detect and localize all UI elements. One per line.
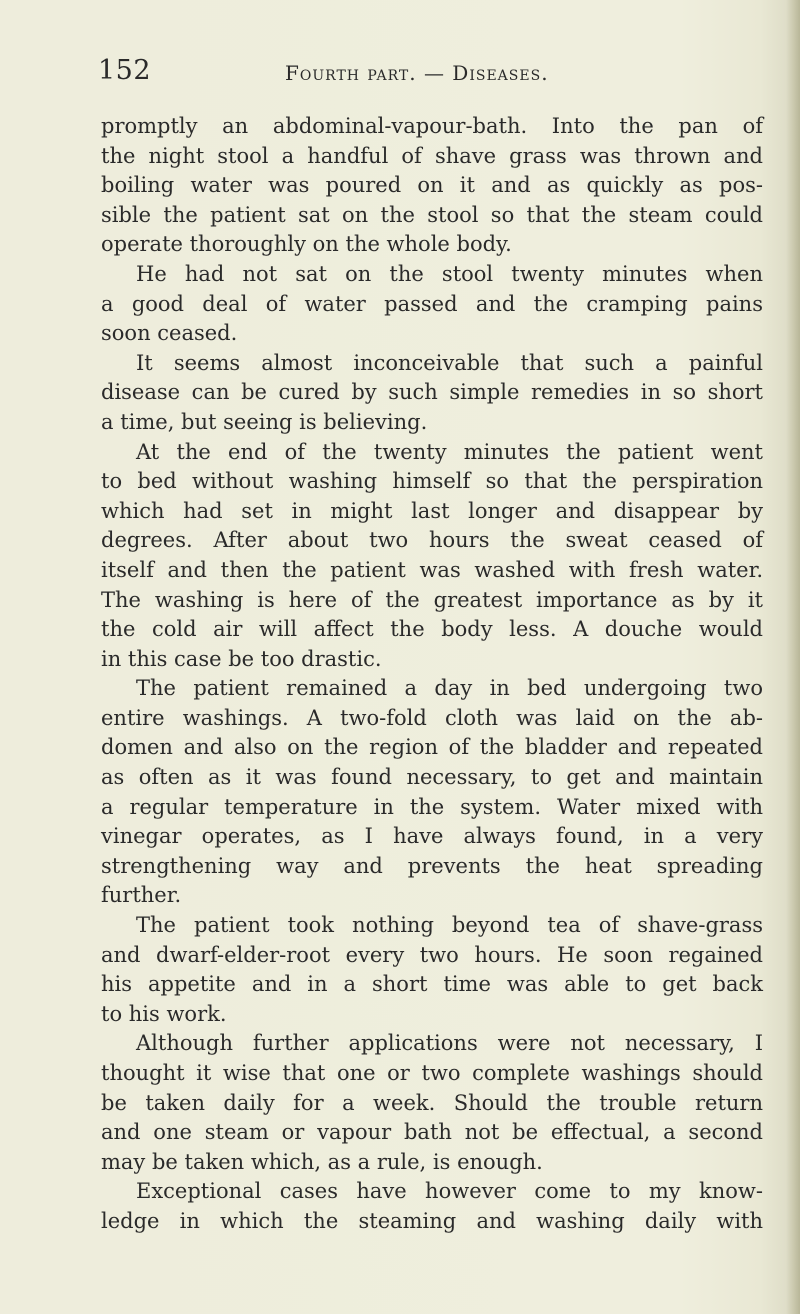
text-line: degrees. After about two hours the sweat ceased of — [101, 528, 763, 553]
text-line: the night stool a handful of shave grass was thrown and — [101, 143, 763, 168]
paragraph — [101, 260, 763, 349]
text-line: as often as it was found necessary, to get and maintain — [101, 765, 763, 790]
text-line: It seems almost inconceivable that such a painful — [136, 350, 763, 375]
body-text — [101, 112, 763, 1237]
text-line: a time, but seeing is believing. — [101, 409, 428, 434]
text-line: his appetite and in a short time was able to get back — [101, 972, 763, 997]
text-line: operate thoroughly on the whole body. — [101, 232, 512, 257]
text-line: be taken daily for a week. Should the trouble return — [101, 1090, 763, 1115]
text-line: boiling water was poured on it and as quickly as pos- — [101, 173, 763, 198]
text-line: to bed without washing himself so that the perspiration — [101, 469, 763, 494]
text-line: vinegar operates, as I have always found, in a very — [101, 824, 763, 849]
text-line: The patient remained a day in bed undergoing two — [136, 676, 763, 701]
page-edge-shadow — [786, 0, 800, 1314]
text-line: entire washings. A two-fold cloth was laid on the ab- — [101, 705, 763, 730]
text-line: further. — [101, 883, 182, 908]
text-line: The patient took nothing beyond tea of shave-grass — [136, 913, 763, 938]
text-line: Although further applications were not necessary, I — [136, 1031, 763, 1056]
text-line: He had not sat on the stool twenty minutes when — [136, 261, 763, 286]
text-line: soon ceased. — [101, 321, 238, 346]
text-line: strengthening way and prevents the heat spreading — [101, 853, 763, 878]
text-line: a regular temperature in the system. Water mixed with — [101, 794, 763, 819]
text-line: disease can be cured by such simple remedies in so short — [101, 380, 763, 405]
text-line: a good deal of water passed and the cramping pains — [101, 291, 763, 316]
paragraph — [101, 1029, 763, 1177]
text-line: domen and also on the region of the bladder and repeated — [101, 735, 763, 760]
text-line: the cold air will affect the body less. A douche would — [101, 617, 763, 642]
paragraph — [101, 349, 763, 438]
paragraph — [101, 112, 763, 260]
text-line: which had set in might last longer and disappear by — [101, 498, 763, 523]
text-line: and dwarf-elder-root every two hours. He soon regained — [101, 942, 763, 967]
text-line: itself and then the patient was washed with fresh water. — [101, 557, 763, 582]
text-line: to his work. — [101, 1001, 227, 1026]
text-line: The washing is here of the greatest importance as by it — [101, 587, 763, 612]
running-head: Fourth part. — Diseases. — [285, 61, 549, 85]
page-number: 152 — [98, 55, 152, 86]
paragraph — [101, 1177, 763, 1236]
page-header — [98, 55, 758, 91]
text-line: may be taken which, as a rule, is enough. — [101, 1149, 543, 1174]
text-line: promptly an abdominal-vapour-bath. Into the pan of — [101, 114, 763, 138]
paragraph — [101, 911, 763, 1029]
text-line: thought it wise that one or two complete washings should — [101, 1061, 763, 1085]
text-line: Exceptional cases have however come to my know- — [136, 1179, 763, 1204]
text-line: sible the patient sat on the stool so that the steam could — [101, 202, 763, 227]
text-line: ledge in which the steaming and washing daily with — [101, 1208, 763, 1233]
text-line: in this case be too drastic. — [101, 646, 382, 671]
paragraph — [101, 438, 763, 675]
text-line: and one steam or vapour bath not be effectual, a second — [101, 1120, 763, 1145]
text-line: At the end of the twenty minutes the patient went — [136, 439, 763, 464]
paragraph — [101, 674, 763, 911]
